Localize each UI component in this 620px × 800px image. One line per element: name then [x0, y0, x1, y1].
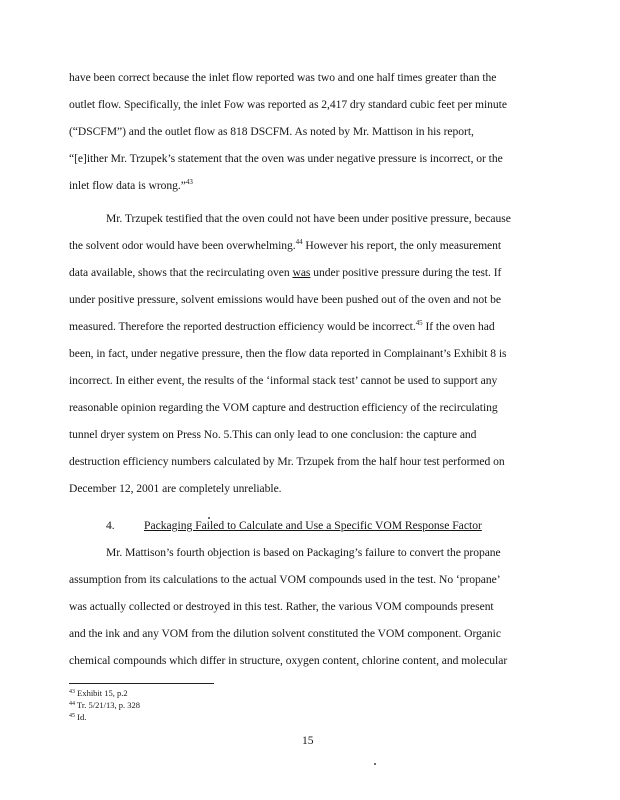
body-line: destruction efficiency numbers calculated by Mr. Trzupek from the half hour test performed on: [69, 455, 505, 468]
line-text: the solvent odor would have been overwhelming.: [69, 239, 296, 252]
body-line: December 12, 2001 are completely unreliable.: [69, 482, 282, 495]
body-line: incorrect. In either event, the results of the ‘informal stack test’ cannot be used to support any: [69, 374, 498, 387]
underlined-word: was: [292, 266, 311, 279]
scan-speck: [374, 763, 376, 765]
line-text: data available, shows that the recirculating oven: [69, 266, 293, 279]
body-line: [69, 179, 193, 193]
body-line: was actually collected or destroyed in this test. Rather, the various VOM compounds present: [69, 600, 494, 613]
body-line: Mr. Mattison’s fourth objection is based on Packaging’s failure to convert the propane: [106, 546, 501, 559]
body-line: under positive pressure, solvent emissions would have been pushed out of the oven and not be: [69, 293, 502, 306]
body-line: outlet flow. Specifically, the inlet Fow was reported as 2,417 dry standard cubic feet per minute: [69, 98, 507, 111]
body-line: and the ink and any VOM from the dilution solvent constituted the VOM component. Organic: [69, 627, 501, 640]
footnote-ref: 45: [415, 319, 423, 327]
footnote-text: Tr. 5/21/13, p. 328: [76, 700, 140, 710]
body-line: reasonable opinion regarding the VOM capture and destruction efficiency of the recirculating: [69, 401, 498, 414]
body-line: been, in fact, under negative pressure, then the flow data reported in Complainant’s Exhibit 8 is: [69, 347, 507, 360]
section-heading: Packaging Failed to Calculate and Use a Specific VOM Response Factor: [144, 519, 482, 532]
line-text: However his report, the only measurement: [302, 239, 502, 252]
section-number: 4.: [106, 519, 115, 532]
footnote-number: 43: [69, 689, 75, 695]
body-line: tunnel dryer system on Press No. 5.This can only lead to one conclusion: the capture and: [69, 428, 477, 441]
body-line: assumption from its calculations to the actual VOM compounds used in the test. No ‘propane’: [69, 573, 501, 586]
body-line: Mr. Trzupek testified that the oven could not have been under positive pressure, because: [106, 212, 511, 225]
body-line: chemical compounds which differ in structure, oxygen content, chlorine content, and molecular: [69, 654, 508, 667]
footnote-text: Exhibit 15, p.2: [77, 688, 128, 698]
footnote-ref: 44: [295, 238, 303, 246]
body-line: [69, 239, 501, 253]
line-text: measured. Therefore the reported destruction efficiency would be incorrect.: [69, 320, 416, 333]
line-text: under positive pressure during the test. If: [310, 266, 502, 279]
body-line: “[e]ither Mr. Trzupek’s statement that the oven was under negative pressure is incorrect, or the: [69, 152, 503, 165]
footnote: [69, 700, 140, 710]
body-line: (“DSCFM”) and the outlet flow as 818 DSCFM. As noted by Mr. Mattison in his report,: [69, 125, 474, 138]
footnote-text: Id.: [77, 712, 87, 722]
page-number: 15: [302, 734, 314, 747]
line-text: inlet flow data is wrong.”: [69, 179, 186, 192]
scan-speck: [208, 517, 210, 519]
footnote-number: 44: [69, 701, 75, 707]
footnote: [69, 688, 128, 698]
body-line: [69, 266, 501, 280]
footnote-ref: 43: [185, 178, 193, 186]
line-text: If the oven had: [422, 320, 495, 333]
footnote-divider: [69, 683, 214, 684]
footnote: [69, 712, 86, 722]
body-line: have been correct because the inlet flow reported was two and one half times greater than the: [69, 71, 497, 84]
body-line: [69, 320, 495, 334]
footnote-number: 45: [69, 713, 75, 719]
